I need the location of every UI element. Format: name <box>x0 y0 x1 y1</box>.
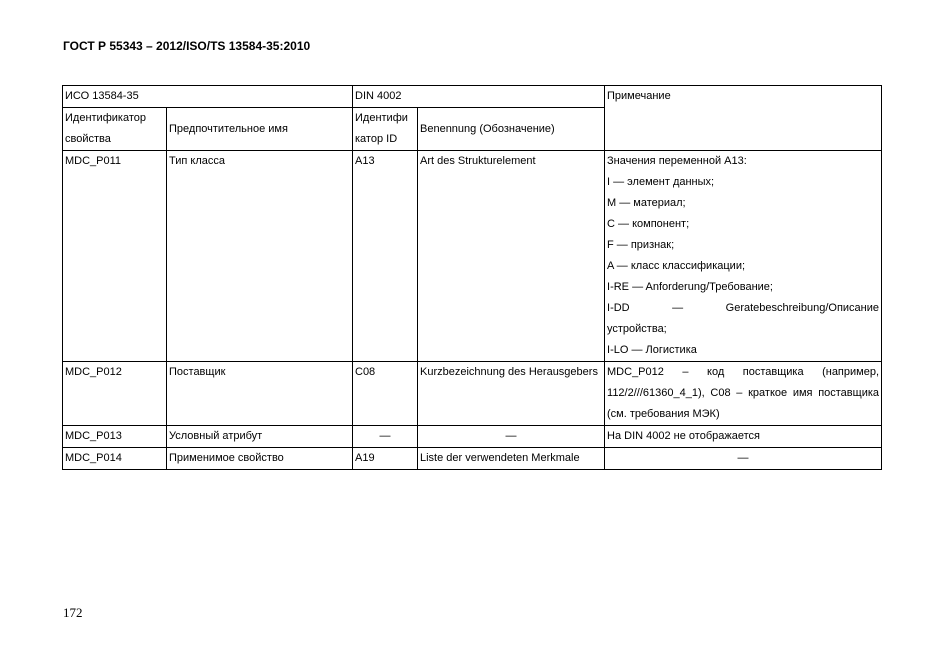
cell-property-id: MDC_P014 <box>63 448 167 470</box>
page-number: 172 <box>63 605 83 620</box>
note-line: M — материал; <box>607 197 686 209</box>
cell-preferred-name: Тип класса <box>167 151 353 362</box>
cell-preferred-name: Условный атрибут <box>167 426 353 448</box>
header-din-name: Benennung (Обозначение) <box>418 108 605 151</box>
note-line: I — элемент данных; <box>607 176 715 188</box>
group-header-note: Примечание <box>605 86 882 151</box>
header-din-id: Идентифи катор ID <box>353 108 418 151</box>
cell-property-id: MDC_P012 <box>63 362 167 426</box>
cell-din-name: Kurzbezeichnung des Herausgebers <box>418 362 605 426</box>
table-row <box>63 426 882 448</box>
note-line: F — признак; <box>607 239 675 251</box>
cell-din-name: Liste der verwendeten Merkmale <box>418 448 605 470</box>
cell-note: На DIN 4002 не отображается <box>605 426 882 448</box>
note-line: C — компонент; <box>607 218 690 230</box>
property-mapping-table <box>62 85 882 470</box>
cell-din-id: C08 <box>353 362 418 426</box>
header-property-id: Идентификатор свойства <box>63 108 167 151</box>
cell-din-id: — <box>353 426 418 448</box>
cell-preferred-name: Поставщик <box>167 362 353 426</box>
note-line: Значения переменной A13: <box>607 155 747 167</box>
note-line: I-DD — Geratebeschreibung/Описание <box>607 302 880 314</box>
note-line: I-RE — Anforderung/Требование; <box>607 281 773 293</box>
header-preferred-name: Предпочтительное имя <box>167 108 353 151</box>
cell-note: MDC_P012 – код поставщика (например, 112/2///61360_4_1), C08 – краткое имя поставщика (см. требования МЭК) <box>605 362 882 426</box>
note-line: A — класс классификации; <box>607 260 746 272</box>
group-header-iso: ИСО 13584-35 <box>63 86 353 108</box>
cell-note <box>605 151 882 362</box>
table-row <box>63 151 882 362</box>
cell-din-name: Art des Strukturelement <box>418 151 605 362</box>
cell-din-id: A13 <box>353 151 418 362</box>
cell-property-id: MDC_P013 <box>63 426 167 448</box>
document-header: ГОСТ Р 55343 – 2012/ISO/TS 13584-35:2010 <box>63 39 311 53</box>
group-header-din: DIN 4002 <box>353 86 605 108</box>
note-line: I-LO — Логистика <box>607 344 697 356</box>
table-row <box>63 362 882 426</box>
table-group-header-row <box>63 86 882 108</box>
cell-din-name: — <box>418 426 605 448</box>
note-line: устройства; <box>607 323 667 335</box>
cell-property-id: MDC_P011 <box>63 151 167 362</box>
cell-din-id: A19 <box>353 448 418 470</box>
table-row <box>63 448 882 470</box>
cell-preferred-name: Применимое свойство <box>167 448 353 470</box>
cell-note: — <box>605 448 882 470</box>
